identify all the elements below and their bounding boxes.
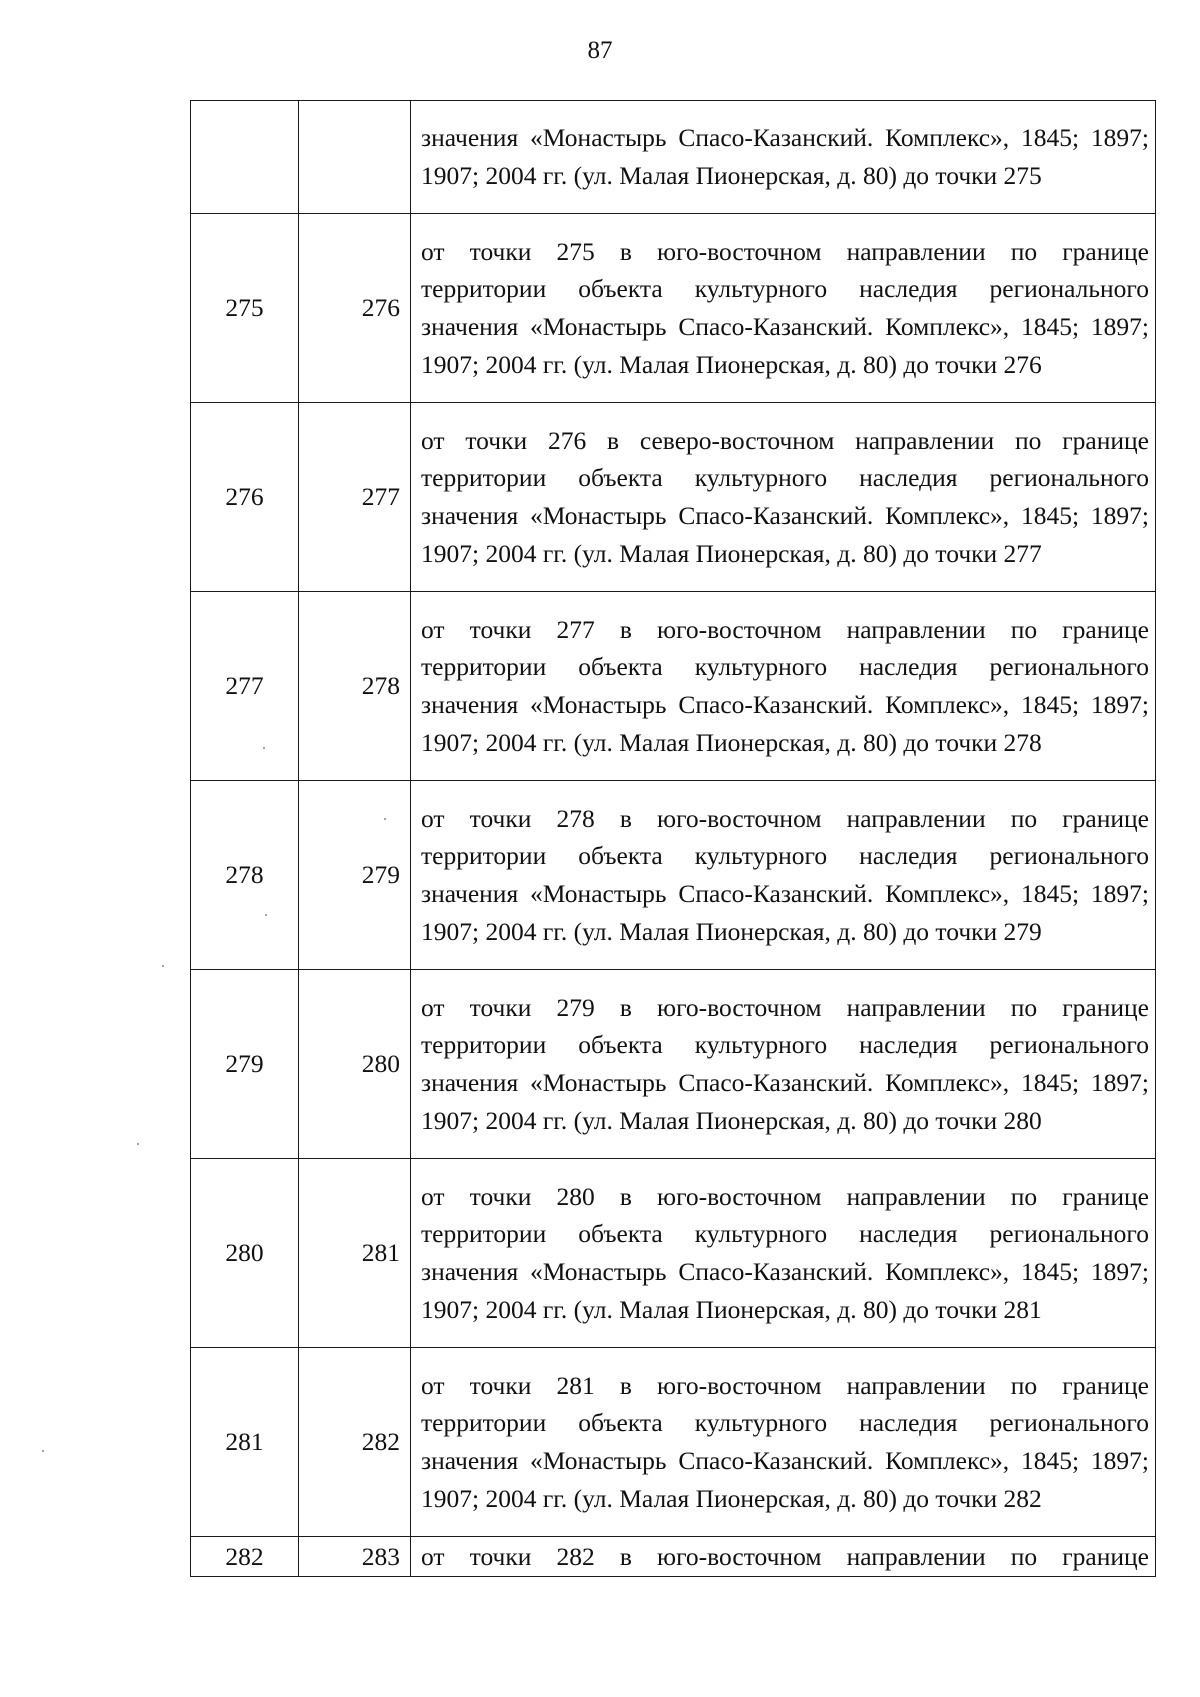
description-cell [411,781,1156,970]
boundary-description-table [190,100,1156,1577]
to-point-cell: 283 [299,1537,411,1577]
table-row [191,781,1156,970]
from-point-cell: 278 [191,781,299,970]
from-point-cell: 281 [191,1348,299,1537]
description-cell [411,1537,1156,1577]
from-point-cell: 277 [191,592,299,781]
to-point-cell: 282 [299,1348,411,1537]
from-point-cell [191,101,299,214]
description-cell [411,214,1156,403]
to-point-cell [299,101,411,214]
description-cell [411,101,1156,214]
description-text: от точки 281 в юго-восточном направлении по границе территории объекта культурного наследия регионального значения «Монастырь Спасо-Казанский. Комплекс», 1845; 1897; 1907; 2004 гг. (ул. Малая Пионерская, д. 80) до точки 282 [421,1370,1149,1513]
table-row [191,1159,1156,1348]
to-point-cell: 277 [299,403,411,592]
description-text: от точки 276 в северо-восточном направлении по границе территории объекта культурного наследия регионального значения «Монастырь Спасо-Казанский. Комплекс», 1845; 1897; 1907; 2004 гг. (ул. Малая Пионерская, д. 80) до точки 277 [421,425,1149,568]
description-text: от точки 275 в юго-восточном направлении по границе территории объекта культурного наследия регионального значения «Монастырь Спасо-Казанский. Комплекс», 1845; 1897; 1907; 2004 гг. (ул. Малая Пионерская, д. 80) до точки 276 [421,236,1149,379]
from-point-cell: 276 [191,403,299,592]
from-point-cell: 282 [191,1537,299,1577]
page-number: 87 [587,37,613,64]
scan-speck [162,965,164,967]
scan-speck [137,1143,139,1145]
description-cell [411,1348,1156,1537]
table-row [191,1537,1156,1577]
description-cell [411,970,1156,1159]
description-text: значения «Монастырь Спасо-Казанский. Комплекс», 1845; 1897; 1907; 2004 гг. (ул. Малая Пионерская, д. 80) до точки 275 [421,123,1149,190]
description-text: от точки 277 в юго-восточном направлении по границе территории объекта культурного наследия регионального значения «Монастырь Спасо-Казанский. Комплекс», 1845; 1897; 1907; 2004 гг. (ул. Малая Пионерская, д. 80) до точки 278 [421,614,1149,757]
description-cell [411,1159,1156,1348]
scan-speck [265,914,267,916]
from-point-cell: 279 [191,970,299,1159]
description-text: от точки 282 в юго-восточном направлении по границе [421,1541,1149,1571]
to-point-cell: 279 [299,781,411,970]
description-cell [411,403,1156,592]
scan-speck [384,818,386,820]
table-row [191,1348,1156,1537]
table-row [191,214,1156,403]
to-point-cell: 276 [299,214,411,403]
description-cell [411,592,1156,781]
from-point-cell: 280 [191,1159,299,1348]
table-row [191,101,1156,214]
description-text: от точки 279 в юго-восточном направлении по границе территории объекта культурного наследия регионального значения «Монастырь Спасо-Казанский. Комплекс», 1845; 1897; 1907; 2004 гг. (ул. Малая Пионерская, д. 80) до точки 280 [421,992,1149,1135]
from-point-cell: 275 [191,214,299,403]
to-point-cell: 280 [299,970,411,1159]
description-text: от точки 278 в юго-восточном направлении по границе территории объекта культурного наследия регионального значения «Монастырь Спасо-Казанский. Комплекс», 1845; 1897; 1907; 2004 гг. (ул. Малая Пионерская, д. 80) до точки 279 [421,803,1149,946]
scan-speck [42,1450,44,1452]
table-row [191,970,1156,1159]
to-point-cell: 281 [299,1159,411,1348]
description-text: от точки 280 в юго-восточном направлении по границе территории объекта культурного наследия регионального значения «Монастырь Спасо-Казанский. Комплекс», 1845; 1897; 1907; 2004 гг. (ул. Малая Пионерская, д. 80) до точки 281 [421,1181,1149,1324]
scan-speck [263,747,265,749]
table-row [191,592,1156,781]
table-row [191,403,1156,592]
to-point-cell: 278 [299,592,411,781]
